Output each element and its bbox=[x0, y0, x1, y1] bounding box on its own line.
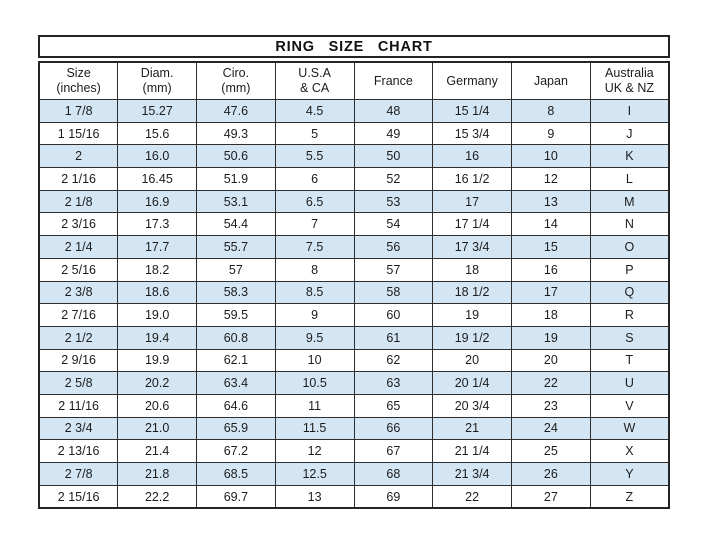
table-cell: 48 bbox=[354, 100, 433, 123]
table-cell: 2 3/4 bbox=[39, 417, 118, 440]
table-cell: 57 bbox=[197, 258, 276, 281]
table-cell: 4.5 bbox=[275, 100, 354, 123]
column-header-4: France bbox=[354, 62, 433, 100]
table-cell: 61 bbox=[354, 326, 433, 349]
table-cell: 26 bbox=[512, 463, 591, 486]
column-header-3: U.S.A & CA bbox=[275, 62, 354, 100]
table-cell: 20 3/4 bbox=[433, 394, 512, 417]
table-header bbox=[39, 62, 669, 100]
table-cell: 49 bbox=[354, 122, 433, 145]
table-cell: 2 1/4 bbox=[39, 236, 118, 259]
table-cell: 2 bbox=[39, 145, 118, 168]
table-cell: 20 1/4 bbox=[433, 372, 512, 395]
table-cell: 22.2 bbox=[118, 485, 197, 508]
table-cell: 59.5 bbox=[197, 304, 276, 327]
table-cell: 2 1/8 bbox=[39, 190, 118, 213]
table-cell: 16.45 bbox=[118, 168, 197, 191]
table-cell: 21 1/4 bbox=[433, 440, 512, 463]
table-cell: 19.4 bbox=[118, 326, 197, 349]
table-cell: 18 1/2 bbox=[433, 281, 512, 304]
table-cell: U bbox=[590, 372, 669, 395]
table-row bbox=[39, 122, 669, 145]
table-cell: W bbox=[590, 417, 669, 440]
table-row bbox=[39, 417, 669, 440]
table-cell: Q bbox=[590, 281, 669, 304]
table-cell: 67.2 bbox=[197, 440, 276, 463]
table-cell: 23 bbox=[512, 394, 591, 417]
table-row bbox=[39, 349, 669, 372]
table-cell: 66 bbox=[354, 417, 433, 440]
table-cell: 12.5 bbox=[275, 463, 354, 486]
table-row bbox=[39, 213, 669, 236]
table-row bbox=[39, 281, 669, 304]
table-cell: 20.6 bbox=[118, 394, 197, 417]
table-cell: 7 bbox=[275, 213, 354, 236]
table-cell: 18.6 bbox=[118, 281, 197, 304]
table-cell: 16.0 bbox=[118, 145, 197, 168]
table-cell: 53.1 bbox=[197, 190, 276, 213]
column-header-0: Size (inches) bbox=[39, 62, 118, 100]
table-cell: 13 bbox=[512, 190, 591, 213]
table-cell: 56 bbox=[354, 236, 433, 259]
table-cell: R bbox=[590, 304, 669, 327]
table-cell: 21 bbox=[433, 417, 512, 440]
table-cell: 54.4 bbox=[197, 213, 276, 236]
table-cell: 16.9 bbox=[118, 190, 197, 213]
table-row bbox=[39, 168, 669, 191]
table-cell: 67 bbox=[354, 440, 433, 463]
table-cell: 58 bbox=[354, 281, 433, 304]
table-cell: 25 bbox=[512, 440, 591, 463]
ring-size-table bbox=[38, 61, 670, 509]
table-cell: 21.0 bbox=[118, 417, 197, 440]
table-cell: 10 bbox=[275, 349, 354, 372]
table-row bbox=[39, 394, 669, 417]
table-row bbox=[39, 236, 669, 259]
table-cell: 9 bbox=[275, 304, 354, 327]
table-cell: 60.8 bbox=[197, 326, 276, 349]
table-cell: 9 bbox=[512, 122, 591, 145]
table-cell: S bbox=[590, 326, 669, 349]
table-cell: 2 1/16 bbox=[39, 168, 118, 191]
table-cell: 63.4 bbox=[197, 372, 276, 395]
table-row bbox=[39, 485, 669, 508]
table-cell: 47.6 bbox=[197, 100, 276, 123]
table-cell: 19 1/2 bbox=[433, 326, 512, 349]
table-cell: 58.3 bbox=[197, 281, 276, 304]
table-cell: 18.2 bbox=[118, 258, 197, 281]
table-cell: P bbox=[590, 258, 669, 281]
table-cell: 16 bbox=[433, 145, 512, 168]
table-cell: 15 3/4 bbox=[433, 122, 512, 145]
table-cell: K bbox=[590, 145, 669, 168]
table-cell: I bbox=[590, 100, 669, 123]
table-cell: 10 bbox=[512, 145, 591, 168]
table-cell: 17 1/4 bbox=[433, 213, 512, 236]
table-cell: 50.6 bbox=[197, 145, 276, 168]
table-cell: 15.6 bbox=[118, 122, 197, 145]
table-cell: 13 bbox=[275, 485, 354, 508]
table-cell: 22 bbox=[433, 485, 512, 508]
table-cell: 8 bbox=[512, 100, 591, 123]
table-cell: Z bbox=[590, 485, 669, 508]
table-cell: 5.5 bbox=[275, 145, 354, 168]
column-header-7: Australia UK & NZ bbox=[590, 62, 669, 100]
column-header-1: Diam. (mm) bbox=[118, 62, 197, 100]
table-cell: 16 bbox=[512, 258, 591, 281]
table-cell: 65 bbox=[354, 394, 433, 417]
table-cell: 20.2 bbox=[118, 372, 197, 395]
table-cell: 55.7 bbox=[197, 236, 276, 259]
table-cell: 18 bbox=[512, 304, 591, 327]
table-row bbox=[39, 372, 669, 395]
table-cell: 1 15/16 bbox=[39, 122, 118, 145]
table-cell: Y bbox=[590, 463, 669, 486]
table-cell: 20 bbox=[433, 349, 512, 372]
table-cell: 17 3/4 bbox=[433, 236, 512, 259]
table-row bbox=[39, 258, 669, 281]
table-cell: 50 bbox=[354, 145, 433, 168]
table-cell: 19 bbox=[433, 304, 512, 327]
table-cell: 17.7 bbox=[118, 236, 197, 259]
table-cell: 68 bbox=[354, 463, 433, 486]
table-cell: 15 bbox=[512, 236, 591, 259]
table-cell: 16 1/2 bbox=[433, 168, 512, 191]
table-cell: 2 9/16 bbox=[39, 349, 118, 372]
table-cell: 57 bbox=[354, 258, 433, 281]
table-cell: 1 7/8 bbox=[39, 100, 118, 123]
table-cell: L bbox=[590, 168, 669, 191]
table-cell: 18 bbox=[433, 258, 512, 281]
table-cell: 21.8 bbox=[118, 463, 197, 486]
table-cell: 69 bbox=[354, 485, 433, 508]
table-cell: 64.6 bbox=[197, 394, 276, 417]
table-cell: 12 bbox=[512, 168, 591, 191]
table-cell: 62.1 bbox=[197, 349, 276, 372]
table-cell: 8 bbox=[275, 258, 354, 281]
table-row bbox=[39, 190, 669, 213]
table-cell: 8.5 bbox=[275, 281, 354, 304]
table-row bbox=[39, 304, 669, 327]
table-cell: 17 bbox=[433, 190, 512, 213]
table-cell: 2 1/2 bbox=[39, 326, 118, 349]
table-cell: T bbox=[590, 349, 669, 372]
table-cell: 68.5 bbox=[197, 463, 276, 486]
table-cell: 2 7/16 bbox=[39, 304, 118, 327]
table-cell: 6 bbox=[275, 168, 354, 191]
table-cell: 62 bbox=[354, 349, 433, 372]
table-cell: 2 11/16 bbox=[39, 394, 118, 417]
table-cell: 2 15/16 bbox=[39, 485, 118, 508]
table-cell: 2 13/16 bbox=[39, 440, 118, 463]
table-header-row bbox=[39, 62, 669, 100]
chart-title: RING SIZE CHART bbox=[38, 35, 670, 58]
table-cell: 5 bbox=[275, 122, 354, 145]
table-cell: 20 bbox=[512, 349, 591, 372]
table-cell: M bbox=[590, 190, 669, 213]
table-cell: 15.27 bbox=[118, 100, 197, 123]
table-cell: 2 5/8 bbox=[39, 372, 118, 395]
table-cell: 21 3/4 bbox=[433, 463, 512, 486]
table-cell: 24 bbox=[512, 417, 591, 440]
table-cell: 27 bbox=[512, 485, 591, 508]
table-cell: 52 bbox=[354, 168, 433, 191]
table-cell: 51.9 bbox=[197, 168, 276, 191]
table-cell: 14 bbox=[512, 213, 591, 236]
table-cell: 11 bbox=[275, 394, 354, 417]
table-cell: 19.9 bbox=[118, 349, 197, 372]
column-header-6: Japan bbox=[512, 62, 591, 100]
table-row bbox=[39, 463, 669, 486]
table-cell: 2 3/16 bbox=[39, 213, 118, 236]
table-cell: V bbox=[590, 394, 669, 417]
table-cell: 10.5 bbox=[275, 372, 354, 395]
table-row bbox=[39, 326, 669, 349]
table-cell: 9.5 bbox=[275, 326, 354, 349]
table-cell: X bbox=[590, 440, 669, 463]
table-cell: 12 bbox=[275, 440, 354, 463]
table-cell: O bbox=[590, 236, 669, 259]
column-header-5: Germany bbox=[433, 62, 512, 100]
table-cell: 65.9 bbox=[197, 417, 276, 440]
table-cell: 7.5 bbox=[275, 236, 354, 259]
table-cell: 49.3 bbox=[197, 122, 276, 145]
table-cell: 19.0 bbox=[118, 304, 197, 327]
column-header-2: Ciro. (mm) bbox=[197, 62, 276, 100]
table-cell: 60 bbox=[354, 304, 433, 327]
table-cell: 69.7 bbox=[197, 485, 276, 508]
table-cell: 2 5/16 bbox=[39, 258, 118, 281]
table-cell: J bbox=[590, 122, 669, 145]
table-cell: 54 bbox=[354, 213, 433, 236]
table-cell: 6.5 bbox=[275, 190, 354, 213]
table-cell: 21.4 bbox=[118, 440, 197, 463]
table-cell: 15 1/4 bbox=[433, 100, 512, 123]
table-row bbox=[39, 100, 669, 123]
table-cell: 11.5 bbox=[275, 417, 354, 440]
ring-size-chart bbox=[38, 35, 670, 509]
table-row bbox=[39, 145, 669, 168]
table-cell: 53 bbox=[354, 190, 433, 213]
table-body bbox=[39, 100, 669, 509]
table-cell: 22 bbox=[512, 372, 591, 395]
table-cell: 63 bbox=[354, 372, 433, 395]
table-cell: N bbox=[590, 213, 669, 236]
table-cell: 17.3 bbox=[118, 213, 197, 236]
table-row bbox=[39, 440, 669, 463]
table-cell: 2 3/8 bbox=[39, 281, 118, 304]
table-cell: 19 bbox=[512, 326, 591, 349]
table-cell: 17 bbox=[512, 281, 591, 304]
table-cell: 2 7/8 bbox=[39, 463, 118, 486]
